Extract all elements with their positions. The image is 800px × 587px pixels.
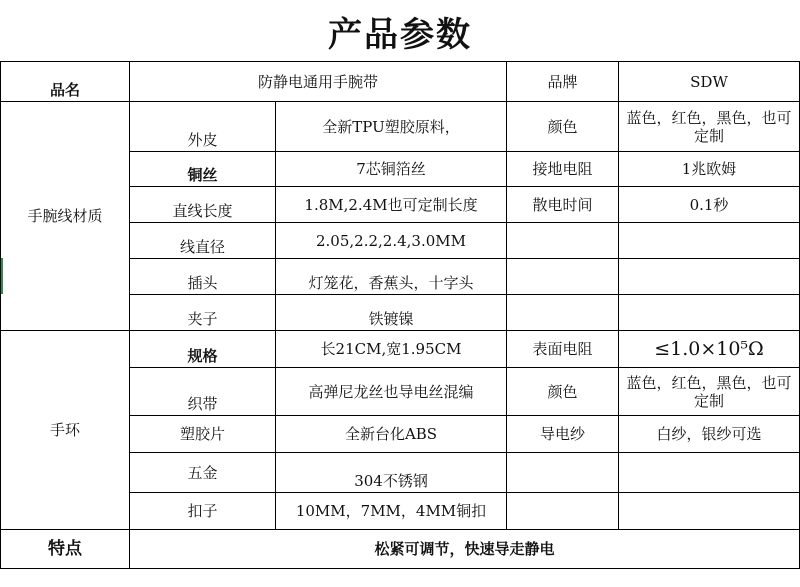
table-row — [1, 331, 800, 368]
spec-value: 灯笼花，香蕉头，十字头 — [276, 259, 507, 295]
spec-value: 304不锈钢 — [276, 453, 507, 493]
spec-label2: 表面电阻 — [507, 331, 619, 368]
spec-value: 高弹尼龙丝也导电丝混编 — [276, 368, 507, 416]
spec-value2: 蓝色，红色，黑色，也可定制 — [619, 102, 800, 152]
spec-value2: 1兆欧姆 — [619, 152, 800, 187]
spec-label2 — [507, 223, 619, 259]
spec-value2 — [619, 259, 800, 295]
spec-label: 铜丝 — [130, 152, 276, 187]
spec-label2 — [507, 493, 619, 530]
spec-value2: 白纱，银纱可选 — [619, 416, 800, 453]
spec-label: 插头 — [130, 259, 276, 295]
name-value: 防静电通用手腕带 — [130, 62, 507, 102]
spec-label: 规格 — [130, 331, 276, 368]
table-row — [1, 530, 800, 569]
spec-label2: 导电纱 — [507, 416, 619, 453]
spec-value: 长21CM,宽1.95CM — [276, 331, 507, 368]
spec-label2: 颜色 — [507, 368, 619, 416]
brand-label: 品牌 — [507, 62, 619, 102]
features-value: 松紧可调节，快速导走静电 — [130, 530, 800, 569]
spec-label2: 散电时间 — [507, 187, 619, 223]
spec-value: 10MM，7MM，4MM铜扣 — [276, 493, 507, 530]
spec-value2 — [619, 295, 800, 331]
spec-label: 织带 — [130, 368, 276, 416]
spec-value2 — [619, 223, 800, 259]
spec-value2 — [619, 453, 800, 493]
spec-value: 铁镀镍 — [276, 295, 507, 331]
spec-value2: ≤1.0×10⁵Ω — [619, 331, 800, 368]
spec-value: 2.05,2.2,2.4,3.0MM — [276, 223, 507, 259]
wristcord-group-label: 手腕线材质 — [1, 102, 130, 331]
name-label: 品名 — [1, 62, 130, 102]
spec-value2: 蓝色，红色，黑色，也可定制 — [619, 368, 800, 416]
spec-table — [0, 61, 800, 569]
spec-label2 — [507, 259, 619, 295]
spec-label: 直线长度 — [130, 187, 276, 223]
table-row — [1, 62, 800, 102]
spec-label: 五金 — [130, 453, 276, 493]
spec-label: 线直径 — [130, 223, 276, 259]
spec-value: 全新TPU塑胶原料， — [276, 102, 507, 152]
spec-label2 — [507, 295, 619, 331]
wristband-group-label: 手环 — [1, 331, 130, 530]
page-title: 产品参数 — [328, 14, 472, 55]
features-label: 特点 — [1, 530, 130, 569]
spec-value: 7芯铜箔丝 — [276, 152, 507, 187]
spec-label: 外皮 — [130, 102, 276, 152]
spec-label2: 接地电阻 — [507, 152, 619, 187]
brand-value: SDW — [619, 62, 800, 102]
spec-value: 全新台化ABS — [276, 416, 507, 453]
spec-label: 扣子 — [130, 493, 276, 530]
spec-label2 — [507, 453, 619, 493]
spec-label2: 颜色 — [507, 102, 619, 152]
spec-value2: 0.1秒 — [619, 187, 800, 223]
table-row — [1, 102, 800, 152]
spec-label: 夹子 — [130, 295, 276, 331]
spec-value2 — [619, 493, 800, 530]
spec-value: 1.8M,2.4M也可定制长度 — [276, 187, 507, 223]
spec-label: 塑胶片 — [130, 416, 276, 453]
